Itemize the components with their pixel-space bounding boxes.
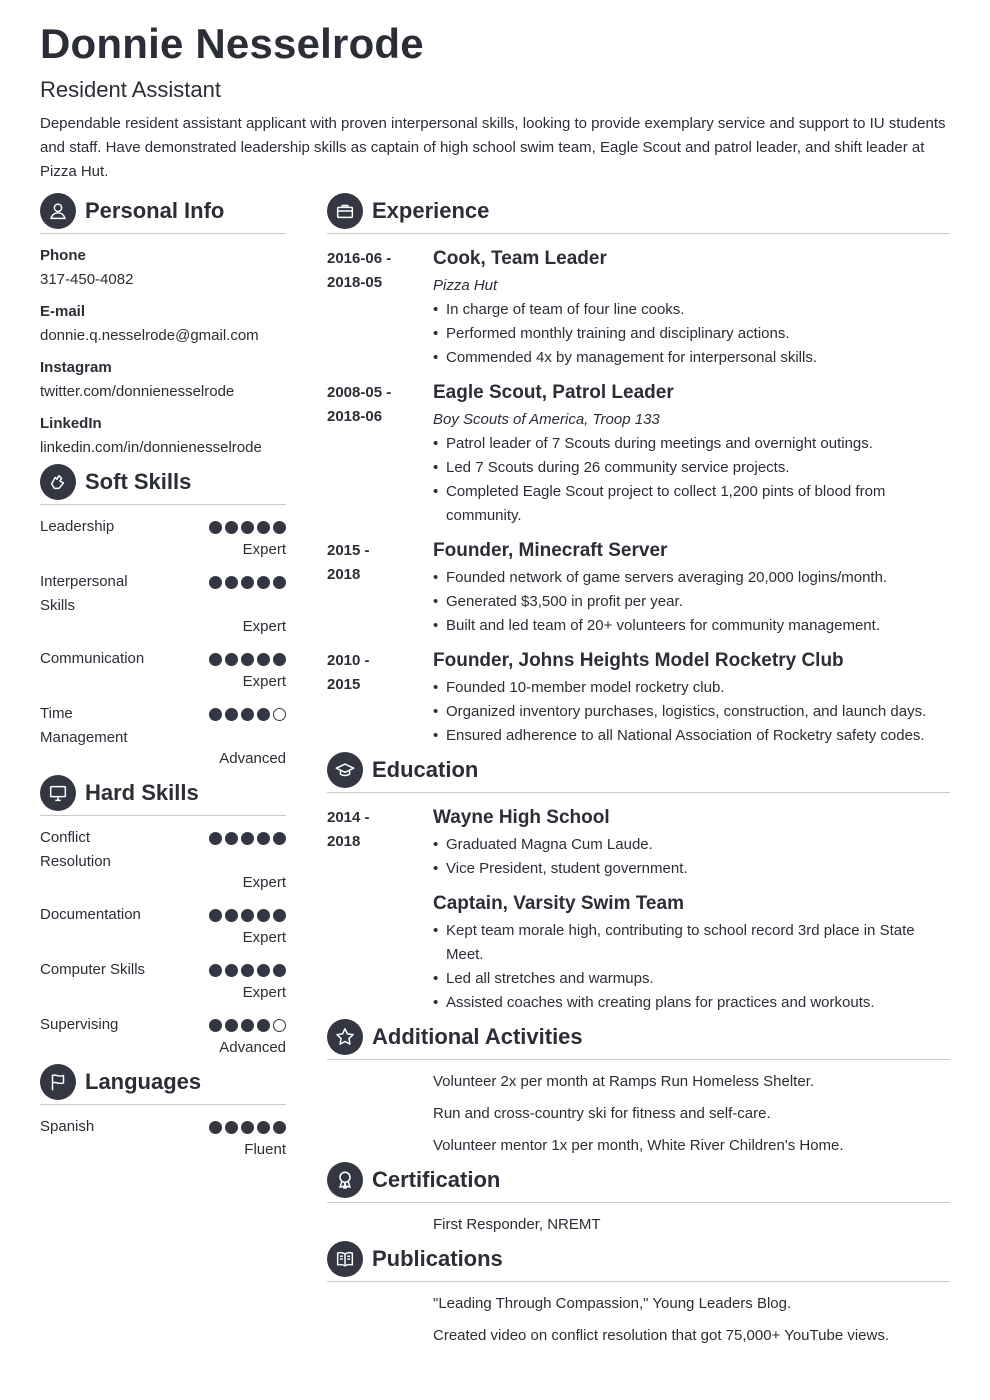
job-title: Founder, Minecraft Server [433, 540, 668, 561]
rating-dot-filled [241, 964, 254, 977]
job-bullets [433, 298, 953, 370]
list-item: • Ensured adherence to all National Association of Rocketry safety codes. [433, 724, 953, 748]
rating-dot-filled [241, 1121, 254, 1134]
rating-dot-filled [209, 1121, 222, 1134]
list-item: • Led 7 Scouts during 26 community service projects. [433, 456, 903, 480]
job-date-range [327, 539, 417, 587]
info-label-email: E-mail [40, 303, 86, 320]
rating-dot-filled [273, 576, 286, 589]
school-bullets [433, 833, 953, 881]
section-title: Additional Activities [372, 1023, 583, 1049]
list-item: • Commended 4x by management for interpersonal skills. [433, 346, 953, 370]
list-item: • Completed Eagle Scout project to collect 1,200 pints of blood from community. [433, 480, 903, 528]
skill-rating [209, 909, 286, 922]
activity-item: Volunteer mentor 1x per month, White River Children's Home. [433, 1137, 844, 1154]
rating-dot-filled [241, 909, 254, 922]
skill-name: Documentation [40, 906, 141, 923]
rating-dot-filled [257, 708, 270, 721]
list-item: • Patrol leader of 7 Scouts during meetings and overnight outings. [433, 432, 903, 456]
job-company: Pizza Hut [433, 277, 498, 294]
rating-dot-filled [273, 909, 286, 922]
list-item: • Founded 10-member model rocketry club. [433, 676, 953, 700]
rating-dot-filled [257, 521, 270, 534]
info-label-instagram: Instagram [40, 359, 112, 376]
list-item: • In charge of team of four line cooks. [433, 298, 953, 322]
job-title: Founder, Johns Heights Model Rocketry Club [433, 650, 844, 671]
list-item: • Vice President, student government. [433, 857, 953, 881]
info-label-phone: Phone [40, 247, 86, 264]
list-item: • Built and led team of 20+ volunteers for community management. [433, 614, 953, 638]
rating-dot-filled [273, 964, 286, 977]
flag-icon [40, 1064, 76, 1100]
skill-rating [209, 576, 286, 589]
job-date-end: 2018 [327, 566, 361, 583]
rating-dot-filled [257, 909, 270, 922]
job-title: Cook, Team Leader [433, 248, 607, 269]
rating-dot-filled [257, 1019, 270, 1032]
list-item: • Founded network of game servers averaging 20,000 logins/month. [433, 566, 953, 590]
skill-rating [209, 964, 286, 977]
skill-level: Expert [242, 874, 286, 891]
section-title: Certification [372, 1166, 501, 1192]
section-languages [40, 1064, 286, 1105]
skill-rating [209, 708, 286, 721]
skill-rating [209, 832, 286, 845]
skill-rating [209, 1019, 286, 1032]
skill-rating [209, 1121, 286, 1134]
skill-level: Expert [242, 673, 286, 690]
activity-item: Volunteer 2x per month at Ramps Run Homeless Shelter. [433, 1073, 815, 1090]
job-date-start: 2008-05 - [327, 384, 392, 401]
rating-dot-filled [225, 909, 238, 922]
job-date-end: 2018-05 [327, 274, 383, 291]
section-certification [327, 1162, 950, 1203]
rating-dot-filled [241, 708, 254, 721]
section-title: Publications [372, 1245, 503, 1271]
certification-item: First Responder, NREMT [433, 1216, 601, 1233]
briefcase-icon [327, 193, 363, 229]
section-personal-info [40, 193, 286, 234]
info-value-email: donnie.q.nesselrode@gmail.com [40, 327, 259, 344]
rating-dot-filled [209, 653, 222, 666]
list-item: • Organized inventory purchases, logistics, construction, and launch days. [433, 700, 953, 724]
rating-dot-filled [257, 576, 270, 589]
section-title: Soft Skills [85, 468, 192, 494]
rating-dot-filled [209, 521, 222, 534]
rating-dot-filled [225, 964, 238, 977]
rating-dot-filled [225, 708, 238, 721]
skill-level: Fluent [244, 1141, 286, 1158]
section-publications [327, 1241, 950, 1282]
rating-dot-filled [241, 653, 254, 666]
skill-name: Spanish [40, 1118, 95, 1135]
section-title: Hard Skills [85, 779, 199, 805]
rating-dot-filled [209, 909, 222, 922]
section-title: Education [372, 756, 479, 782]
rating-dot-filled [241, 1019, 254, 1032]
job-date-range [327, 649, 417, 697]
job-date-end: 2015 [327, 676, 361, 693]
monitor-icon [40, 775, 76, 811]
rating-dot-filled [273, 653, 286, 666]
list-item: • Assisted coaches with creating plans for practices and workouts. [433, 991, 933, 1015]
section-title: Languages [85, 1068, 202, 1094]
education-subtitle: Captain, Varsity Swim Team [433, 893, 684, 914]
rating-dot-filled [241, 832, 254, 845]
candidate-name: Donnie Nesselrode [40, 20, 424, 67]
rating-dot-filled [225, 832, 238, 845]
summary-paragraph: Dependable resident assistant applicant with proven interpersonal skills, looking to provide exemplary service and support to IU students and staff. Have demonstrated leadership skills as captain of high school swim team, Eagle Scout and patrol leader, and shift leader at Pizza Hut. [40, 115, 946, 180]
education-sub-bullets [433, 919, 933, 1015]
job-date-start: 2010 - [327, 652, 370, 669]
skill-name: Supervising [40, 1016, 119, 1033]
list-item: • Generated $3,500 in profit per year. [433, 590, 953, 614]
skill-level: Expert [242, 541, 286, 558]
person-icon [40, 193, 76, 229]
section-hard-skills [40, 775, 286, 816]
rating-dot-filled [257, 653, 270, 666]
rating-dot-filled [241, 521, 254, 534]
info-value-instagram: twitter.com/donnienesselrode [40, 383, 235, 400]
candidate-role: Resident Assistant [40, 77, 221, 102]
rating-dot-filled [273, 521, 286, 534]
skill-name: Computer Skills [40, 961, 146, 978]
skill-level: Expert [242, 618, 286, 635]
job-date-range [327, 381, 417, 429]
rating-dot-filled [273, 832, 286, 845]
rating-dot-filled [209, 708, 222, 721]
rating-dot-filled [257, 1121, 270, 1134]
section-soft-skills [40, 464, 286, 505]
section-title: Experience [372, 197, 490, 223]
school-name: Wayne High School [433, 807, 610, 828]
skill-name: Communication [40, 650, 145, 667]
puzzle-hand-icon [40, 464, 76, 500]
skill-name: Leadership [40, 518, 115, 535]
job-company: Boy Scouts of America, Troop 133 [433, 411, 660, 428]
education-date-end: 2018 [327, 833, 361, 850]
skill-name: Time Management [40, 705, 128, 746]
list-item: • Performed monthly training and disciplinary actions. [433, 322, 953, 346]
publication-item: "Leading Through Compassion," Young Leaders Blog. [433, 1295, 792, 1312]
rating-dot-filled [257, 832, 270, 845]
list-item: • Kept team morale high, contributing to school record 3rd place in State Meet. [433, 919, 933, 967]
info-label-linkedin: LinkedIn [40, 415, 102, 432]
star-icon [327, 1019, 363, 1055]
info-value-phone: 317-450-4082 [40, 271, 134, 288]
info-value-linkedin: linkedin.com/in/donnienesselrode [40, 439, 262, 456]
job-bullets [433, 676, 953, 748]
rating-dot-filled [273, 1121, 286, 1134]
rating-dot-filled [257, 964, 270, 977]
section-title: Personal Info [85, 197, 225, 223]
graduation-cap-icon [327, 752, 363, 788]
job-date-end: 2018-06 [327, 408, 383, 425]
rating-dot-filled [209, 832, 222, 845]
list-item: • Graduated Magna Cum Laude. [433, 833, 953, 857]
rating-dot-filled [225, 576, 238, 589]
rating-dot-filled [225, 521, 238, 534]
activity-item: Run and cross-country ski for fitness and self-care. [433, 1105, 771, 1122]
job-date-range [327, 247, 417, 295]
skill-level: Advanced [219, 1039, 286, 1056]
job-bullets [433, 566, 953, 638]
education-date-start: 2014 - [327, 809, 370, 826]
rating-dot-empty [273, 1019, 286, 1032]
rating-dot-empty [273, 708, 286, 721]
skill-level: Expert [242, 984, 286, 1001]
list-item: • Led all stretches and warmups. [433, 967, 933, 991]
job-date-start: 2015 - [327, 542, 370, 559]
award-ribbon-icon [327, 1162, 363, 1198]
skill-rating [209, 653, 286, 666]
skill-name: Conflict Resolution [40, 829, 111, 870]
skill-rating [209, 521, 286, 534]
skill-level: Advanced [219, 750, 286, 767]
rating-dot-filled [225, 1019, 238, 1032]
section-experience [327, 193, 950, 234]
section-education [327, 752, 950, 793]
rating-dot-filled [225, 653, 238, 666]
job-date-start: 2016-06 - [327, 250, 392, 267]
rating-dot-filled [209, 576, 222, 589]
open-book-icon [327, 1241, 363, 1277]
job-title: Eagle Scout, Patrol Leader [433, 382, 674, 403]
skill-level: Expert [242, 929, 286, 946]
rating-dot-filled [209, 1019, 222, 1032]
job-bullets [433, 432, 903, 528]
rating-dot-filled [209, 964, 222, 977]
education-date-range [327, 806, 417, 854]
skill-name: Interpersonal Skills [40, 573, 128, 614]
section-additional-activities [327, 1019, 950, 1060]
rating-dot-filled [241, 576, 254, 589]
rating-dot-filled [225, 1121, 238, 1134]
publication-item: Created video on conflict resolution that got 75,000+ YouTube views. [433, 1327, 889, 1344]
